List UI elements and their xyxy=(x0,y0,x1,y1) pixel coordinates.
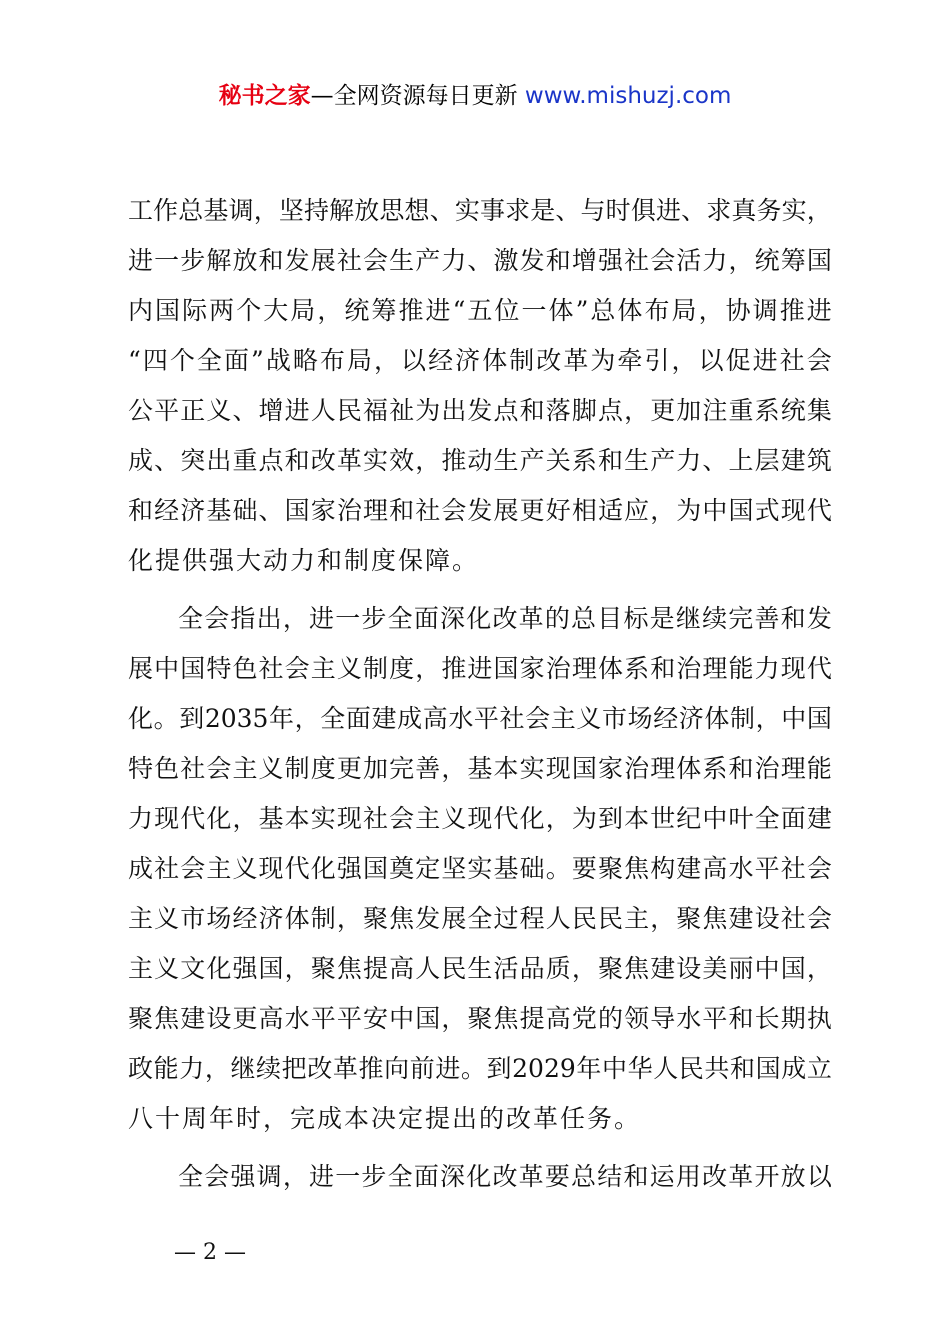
text-line: 全 会 指 出 ， 进 一 步 全 面 深 化 改 革 的 总 目 标 是 继 续 完 善 和 发 xyxy=(178,604,832,633)
paragraph xyxy=(128,186,832,586)
text-line: 成 社 会 主 义 现 代 化 强 国 奠 定 坚 实 基 础 。 要 聚 焦 构 建 高 水 平 社 会 xyxy=(128,854,832,883)
site-url-link[interactable]: www.mishuzj.com xyxy=(524,83,732,109)
text-line: “ 四 个 全 面 ” 战 略 布 局 ， 以 经 济 体 制 改 革 为 牵 引 ， 以 促 进 社 会 xyxy=(128,346,832,375)
paragraph-gap xyxy=(128,586,832,594)
text-line: 化 。 到 2035 年 ， 全 面 建 成 高 水 平 社 会 主 义 市 场 经 济 体 制 ， 中 国 xyxy=(128,704,832,733)
text-line: 化提供强大动力和制度保障。 xyxy=(128,546,480,575)
text-line: 公 平 正 义 、 增 进 人 民 福 祉 为 出 发 点 和 落 脚 点 ， 更 加 注 重 系 统 集 xyxy=(128,396,832,425)
text-line: 内 国 际 两 个 大 局 ， 统 筹 推 进 “ 五 位 一 体 ” 总 体 布 局 ， 协 调 推 进 xyxy=(128,296,832,325)
text-line: 全 会 强 调 ， 进 一 步 全 面 深 化 改 革 要 总 结 和 运 用 改 革 开 放 以 xyxy=(178,1162,832,1191)
paragraph xyxy=(128,594,832,1144)
text-line: 八十周年时，完成本决定提出的改革任务。 xyxy=(128,1104,642,1133)
site-header xyxy=(0,80,950,112)
text-line: 主 义 市 场 经 济 体 制 ， 聚 焦 发 展 全 过 程 人 民 民 主 ， 聚 焦 建 设 社 会 xyxy=(128,904,832,933)
brand-name: 秘书之家 xyxy=(218,83,311,109)
text-line: 进 一 步 解 放 和 发 展 社 会 生 产 力 、 激 发 和 增 强 社 会 活 力 ， 统 筹 国 xyxy=(128,246,832,275)
page-number: — 2 — xyxy=(174,1240,246,1265)
text-line: 主 义 文 化 强 国 ， 聚 焦 提 高 人 民 生 活 品 质 ， 聚 焦 建 设 美 丽 中 国 ， xyxy=(128,954,832,983)
text-line: 工 作 总 基 调 ， 坚 持 解 放 思 想 、 实 事 求 是 、 与 时 俱 进 、 求 真 务 实 ， xyxy=(128,196,832,225)
text-line: 成 、 突 出 重 点 和 改 革 实 效 ， 推 动 生 产 关 系 和 生 产 力 、 上 层 建 筑 xyxy=(128,446,832,475)
text-line: 特 色 社 会 主 义 制 度 更 加 完 善 ， 基 本 实 现 国 家 治 理 体 系 和 治 理 能 xyxy=(128,754,832,783)
paragraph xyxy=(128,1152,832,1202)
text-line: 和 经 济 基 础 、 国 家 治 理 和 社 会 发 展 更 好 相 适 应 ， 为 中 国 式 现 代 xyxy=(128,496,832,525)
header-tagline: —全网资源每日更新 xyxy=(310,83,525,109)
text-line: 力 现 代 化 ， 基 本 实 现 社 会 主 义 现 代 化 ， 为 到 本 世 纪 中 叶 全 面 建 xyxy=(128,804,832,833)
document-body xyxy=(128,186,832,1202)
text-line: 聚 焦 建 设 更 高 水 平 平 安 中 国 ， 聚 焦 提 高 党 的 领 导 水 平 和 长 期 执 xyxy=(128,1004,832,1033)
text-line: 政 能 力 ， 继 续 把 改 革 推 向 前 进 。 到 2029 年 中 华 人 民 共 和 国 成 立 xyxy=(128,1054,832,1083)
text-line: 展 中 国 特 色 社 会 主 义 制 度 ， 推 进 国 家 治 理 体 系 和 治 理 能 力 现 代 xyxy=(128,654,832,683)
paragraph-gap xyxy=(128,1144,832,1152)
